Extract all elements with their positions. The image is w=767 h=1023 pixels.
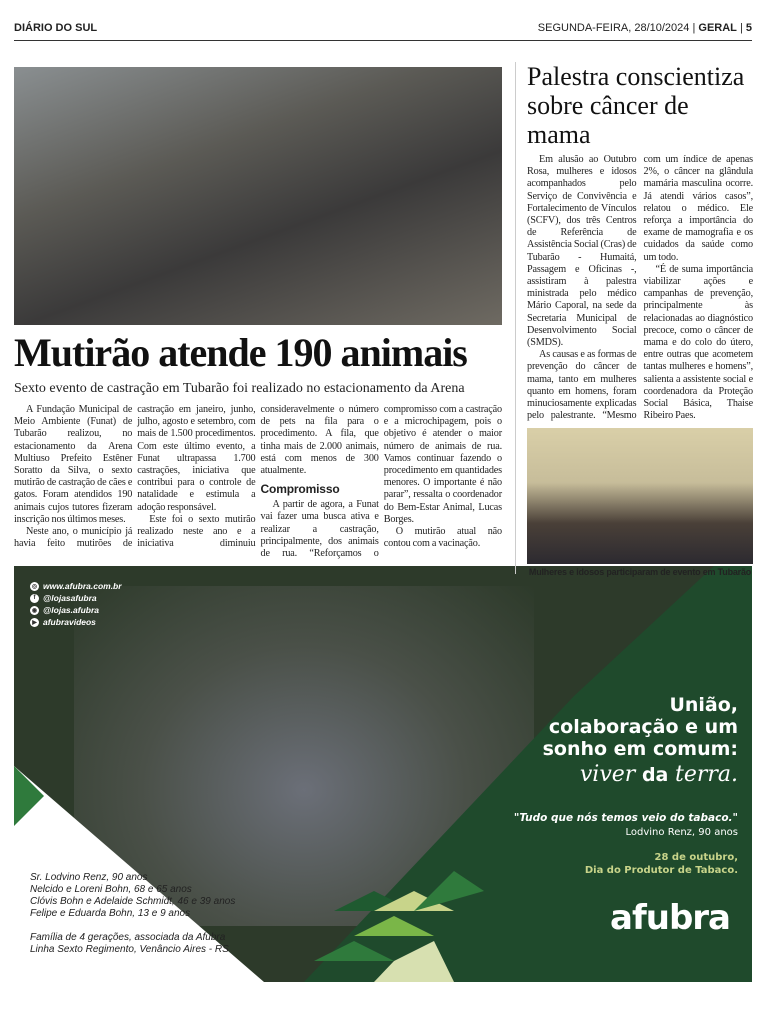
ad-slogan [438,762,738,787]
family-credits [30,872,235,956]
newspaper-name: DIÁRIO DO SUL [14,22,98,34]
afubra-logo: afubra [610,898,730,939]
paragraph: Este foi o sexto mutirão realizado neste ano e a iniciativa diminuiu consideravelmente o número de pets na fila para o procedimento. A fila, que tinha mais de 2.000 animais, está com menos de 300 atualmente. [137,404,379,550]
main-article-body [14,404,502,560]
headline-line: sonho em comum: [542,738,738,761]
ad-headline [438,694,738,787]
paragraph: A partir de agora, a Funat vai fazer uma busca ativa e realizar a castração, principalmente, dos animais de rua. “Reforçamos o compromisso com a castração e a microchipagem, pois o objetivo é atender o maior número de animais de rua. Vamos continuar fazendo o procedimento em quantidades menores. O importante é não parar”, ressalta o coordenador do Bem-Estar Animal, Lucas Borges. [260,404,502,560]
column-divider [515,62,516,574]
family-line: Família de 4 gerações, associada da Afubra [30,932,226,944]
paragraph: As causas e as formas de prevenção do câncer de mama, tanto em mulheres quanto em homens, foram minuciosamente explicadas pelo palestrante. “Mesmo com um índice de apenas 2%, o câncer na glândula mamária masculina ocorre. Já atendi vários casos”, relatou o médico. Ele reforça a importância do exame de mamografia e os cuidados da saúde como um todo. [527,154,753,422]
social-text: @lojasafubra [43,593,97,604]
ad-quote-author: Lodvino Renz, 90 anos [625,827,738,839]
castration-event-photo [14,67,502,325]
family-line: Linha Sexto Regimento, Venâncio Aires - RS [30,944,229,956]
social-facebook[interactable] [30,592,122,604]
header-rule [14,40,752,41]
social-youtube[interactable] [30,616,122,628]
family-line: Felipe e Eduarda Bohn, 13 e 9 anos [30,908,191,920]
page-number: 5 [745,22,752,34]
instagram-icon: ◉ [31,607,38,614]
side-article-body [527,154,753,422]
social-text: @lojas.afubra [43,605,99,616]
headline-line: União, [669,694,738,717]
paragraph: Em alusão ao Outubro Rosa, mulheres e idosos acompanhados pelo Serviço de Convivência e Fortalecimento de Vínculos (SCFV), dos três Centros de Referência de Assistência Social (Cras) de Tubarão - Humaitá, Passagem e Oficinas -, assistiram à palestra ministrada pelo médico Mário Caporal, na sede da Secretaria Municipal de Desenvolvimento Social (SMDS). [527,154,637,349]
subhead: Compromisso [260,482,340,497]
lecture-photo [527,428,753,564]
date-line: 28 de outubro, [654,852,738,864]
social-instagram[interactable] [30,604,122,616]
script-word: da [641,764,669,787]
headline-line: colaboração e um [548,716,738,739]
section: GERAL [698,22,737,34]
ad-quote: "Tudo que nós temos veio do tabaco." [513,812,738,825]
family-line: Clóvis Bohn e Adelaide Schmidt, 46 e 39 anos [30,896,236,908]
paragraph: Neste ano, o município já havia feito mutirões de castração em janeiro, junho, julho, agosto e setembro, com mais de 1.500 procedimentos. Com este último evento, a Funat ultrapassa 1.700 castrações, iniciativa que contribui para o controle de natalidade e estimula a adoção responsável. [14,404,256,550]
date-section: SEGUNDA-FEIRA, 28/10/2024 | GERAL | 5 [537,22,752,34]
date: SEGUNDA-FEIRA, 28/10/2024 [537,22,690,34]
subtitle: Sexto evento de castração em Tubarão foi realizado no estacionamento da Arena [14,381,465,396]
photo-caption: Mulheres e idosos participaram de evento em Tubarão [528,567,752,577]
globe-icon: ◎ [31,583,38,590]
afubra-advertisement [14,566,752,982]
side-article [527,62,753,578]
script-word: viver [579,762,636,788]
family-line: Nelcido e Loreni Bohn, 68 e 65 anos [30,884,192,896]
family-line: Sr. Lodvino Renz, 90 anos [30,872,148,884]
ad-date [438,851,738,877]
paragraph: O mutirão atual não contou com a vacinação. [383,526,502,550]
social-text: afubravideos [43,617,96,628]
headline: Mutirão atende 190 animais [14,330,467,375]
youtube-icon: ▶ [30,618,39,627]
paragraph: A Fundação Municipal de Meio Ambiente (Funat) de Tubarão realizou, no estacionamento da Arena Multiuso Prefeito Estêner Soratto da Silva, o sexto mutirão de castração de cães e gatos. Foram atendidos 190 animais cujos tutores fizeram inscrição nos últimos meses. [14,404,133,525]
social-website[interactable] [30,580,122,592]
date-line: Dia do Produtor de Tabaco. [584,865,738,877]
paragraph: “É de suma importância viabilizar ações e campanhas de prevenção, principalmente às relacionadas ao diagnóstico precoce, como o câncer de mama e do colo do útero, entre outras que acometem tantas mulheres e homens”, salienta a assistente social e coordenadora da Proteção Social Básica, Thaise Ribeiro Paes. [643,263,753,422]
social-links [30,580,122,628]
side-article-title: Palestra conscientiza sobre câncer de mama [527,62,745,149]
facebook-icon: f [30,594,39,603]
script-word: terra. [674,762,738,788]
social-text: www.afubra.com.br [43,581,122,592]
